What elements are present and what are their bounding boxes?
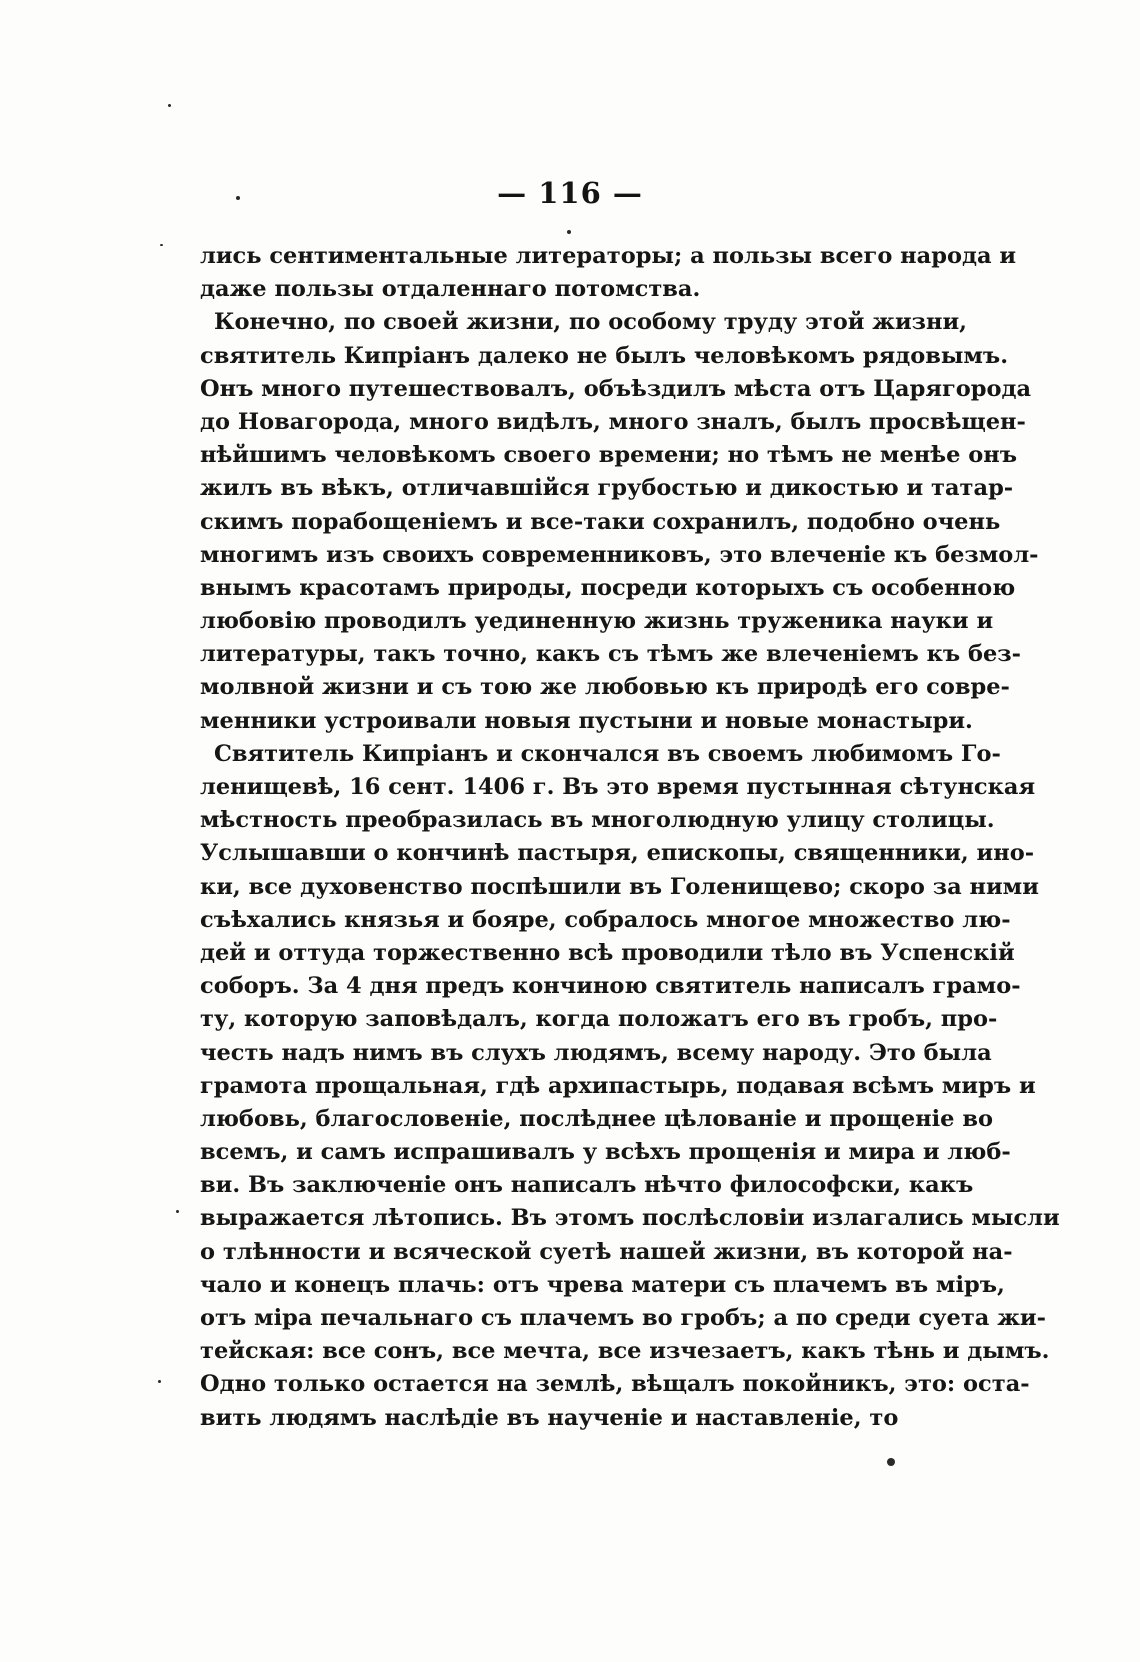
page-number: — 116 —	[497, 176, 643, 210]
text-line: всемъ, и самъ испрашивалъ у всѣхъ прощенія и мира и люб-	[200, 1139, 1011, 1166]
text-line: чало и конецъ плачь: отъ чрева матери съ плачемъ въ міръ,	[200, 1271, 1005, 1298]
text-line: внымъ красотамъ природы, посреди которыхъ съ особенною	[200, 574, 1016, 601]
scan-speck	[160, 244, 163, 246]
text-line: Услышавши о кончинѣ пастыря, епископы, священники, ино-	[200, 840, 1035, 867]
text-line: отъ міра печальнаго съ плачемъ во гробъ; а по среди суета жи-	[200, 1305, 1046, 1331]
text-line: жилъ въ вѣкъ, отличавшійся грубостью и дикостью и татар-	[200, 475, 1014, 502]
scan-speck	[236, 196, 240, 200]
text-line: святитель Кипріанъ далеко не былъ человѣкомъ рядовымъ.	[200, 342, 1009, 369]
scan-speck	[567, 230, 571, 234]
text-line: менники устроивали новыя пустыни и новые монастыри.	[200, 707, 973, 734]
text-line: тейская: все сонъ, все мечта, все изчезаетъ, какъ тѣнь и дымъ.	[200, 1338, 1050, 1365]
text-line: любовію проводилъ уединенную жизнь труженика науки и	[200, 608, 994, 635]
text-line: дей и оттуда торжественно всѣ проводили тѣло въ Успенскій	[200, 939, 1015, 966]
text-line: соборъ. За 4 дня предъ кончиною святитель написалъ грамо-	[200, 973, 1021, 1000]
text-line: ту, которую заповѣдалъ, когда положатъ его въ гробъ, про-	[200, 1006, 998, 1033]
scan-speck	[168, 104, 171, 107]
text-line: Святитель Кипріанъ и скончался въ своемъ любимомъ Го-	[214, 740, 1001, 767]
text-line: до Новагорода, много видѣлъ, много зналъ, былъ просвѣщен-	[200, 408, 1026, 435]
text-line: ки, все духовенство поспѣшили въ Голенищево; скоро за ними	[200, 873, 1039, 900]
text-line: выражается лѣтопись. Въ этомъ послѣсловіи излагались мысли	[200, 1205, 1060, 1232]
text-line: Конечно, по своей жизни, по особому труду этой жизни,	[214, 309, 968, 336]
text-line: молвной жизни и съ тою же любовью къ природѣ его совре-	[200, 674, 1010, 701]
scan-speck	[887, 1458, 895, 1466]
text-line: литературы, такъ точно, какъ съ тѣмъ же влеченіемъ къ без-	[200, 641, 1021, 668]
text-line: даже пользы отдаленнаго потомства.	[200, 276, 701, 303]
text-line: честь надъ нимъ въ слухъ людямъ, всему народу. Это была	[200, 1039, 992, 1066]
text-line: Онъ много путешествовалъ, объѣздилъ мѣста отъ Царягорода	[200, 375, 1032, 402]
text-line: ви. Въ заключеніе онъ написалъ нѣчто философски, какъ	[200, 1172, 974, 1199]
text-line: вить людямъ наслѣдіе въ наученіе и наставленіе, то	[200, 1404, 899, 1431]
text-line: любовь, благословеніе, послѣднее цѣлованіе и прощеніе во	[200, 1105, 993, 1132]
text-line: нѣйшимъ человѣкомъ своего времени; но тѣмъ не менѣе онъ	[200, 442, 1017, 469]
text-line: лись сентиментальные литераторы; а пользы всего народа и	[200, 243, 1017, 269]
body-text	[200, 240, 1060, 1435]
text-line: съѣхались князья и бояре, собралось многое множество лю-	[200, 906, 1011, 933]
scan-speck	[158, 1380, 161, 1383]
text-line: многимъ изъ своихъ современниковъ, это влеченіе къ безмол-	[200, 541, 1039, 568]
text-line: скимъ порабощеніемъ и все-таки сохранилъ, подобно очень	[200, 508, 1001, 535]
scan-speck	[176, 1210, 179, 1213]
text-line: о тлѣнности и всяческой суетѣ нашей жизни, въ которой на-	[200, 1238, 1013, 1265]
text-line: мѣстность преобразилась въ многолюдную улицу столицы.	[200, 807, 995, 834]
text-line: ленищевѣ, 16 сент. 1406 г. Въ это время пустынная сѣтунская	[200, 774, 1036, 800]
text-line: Одно только остается на землѣ, вѣщалъ покойникъ, это: оста-	[200, 1371, 1030, 1398]
text-line: грамота прощальная, гдѣ архипастырь, подавая всѣмъ миръ и	[200, 1072, 1036, 1099]
